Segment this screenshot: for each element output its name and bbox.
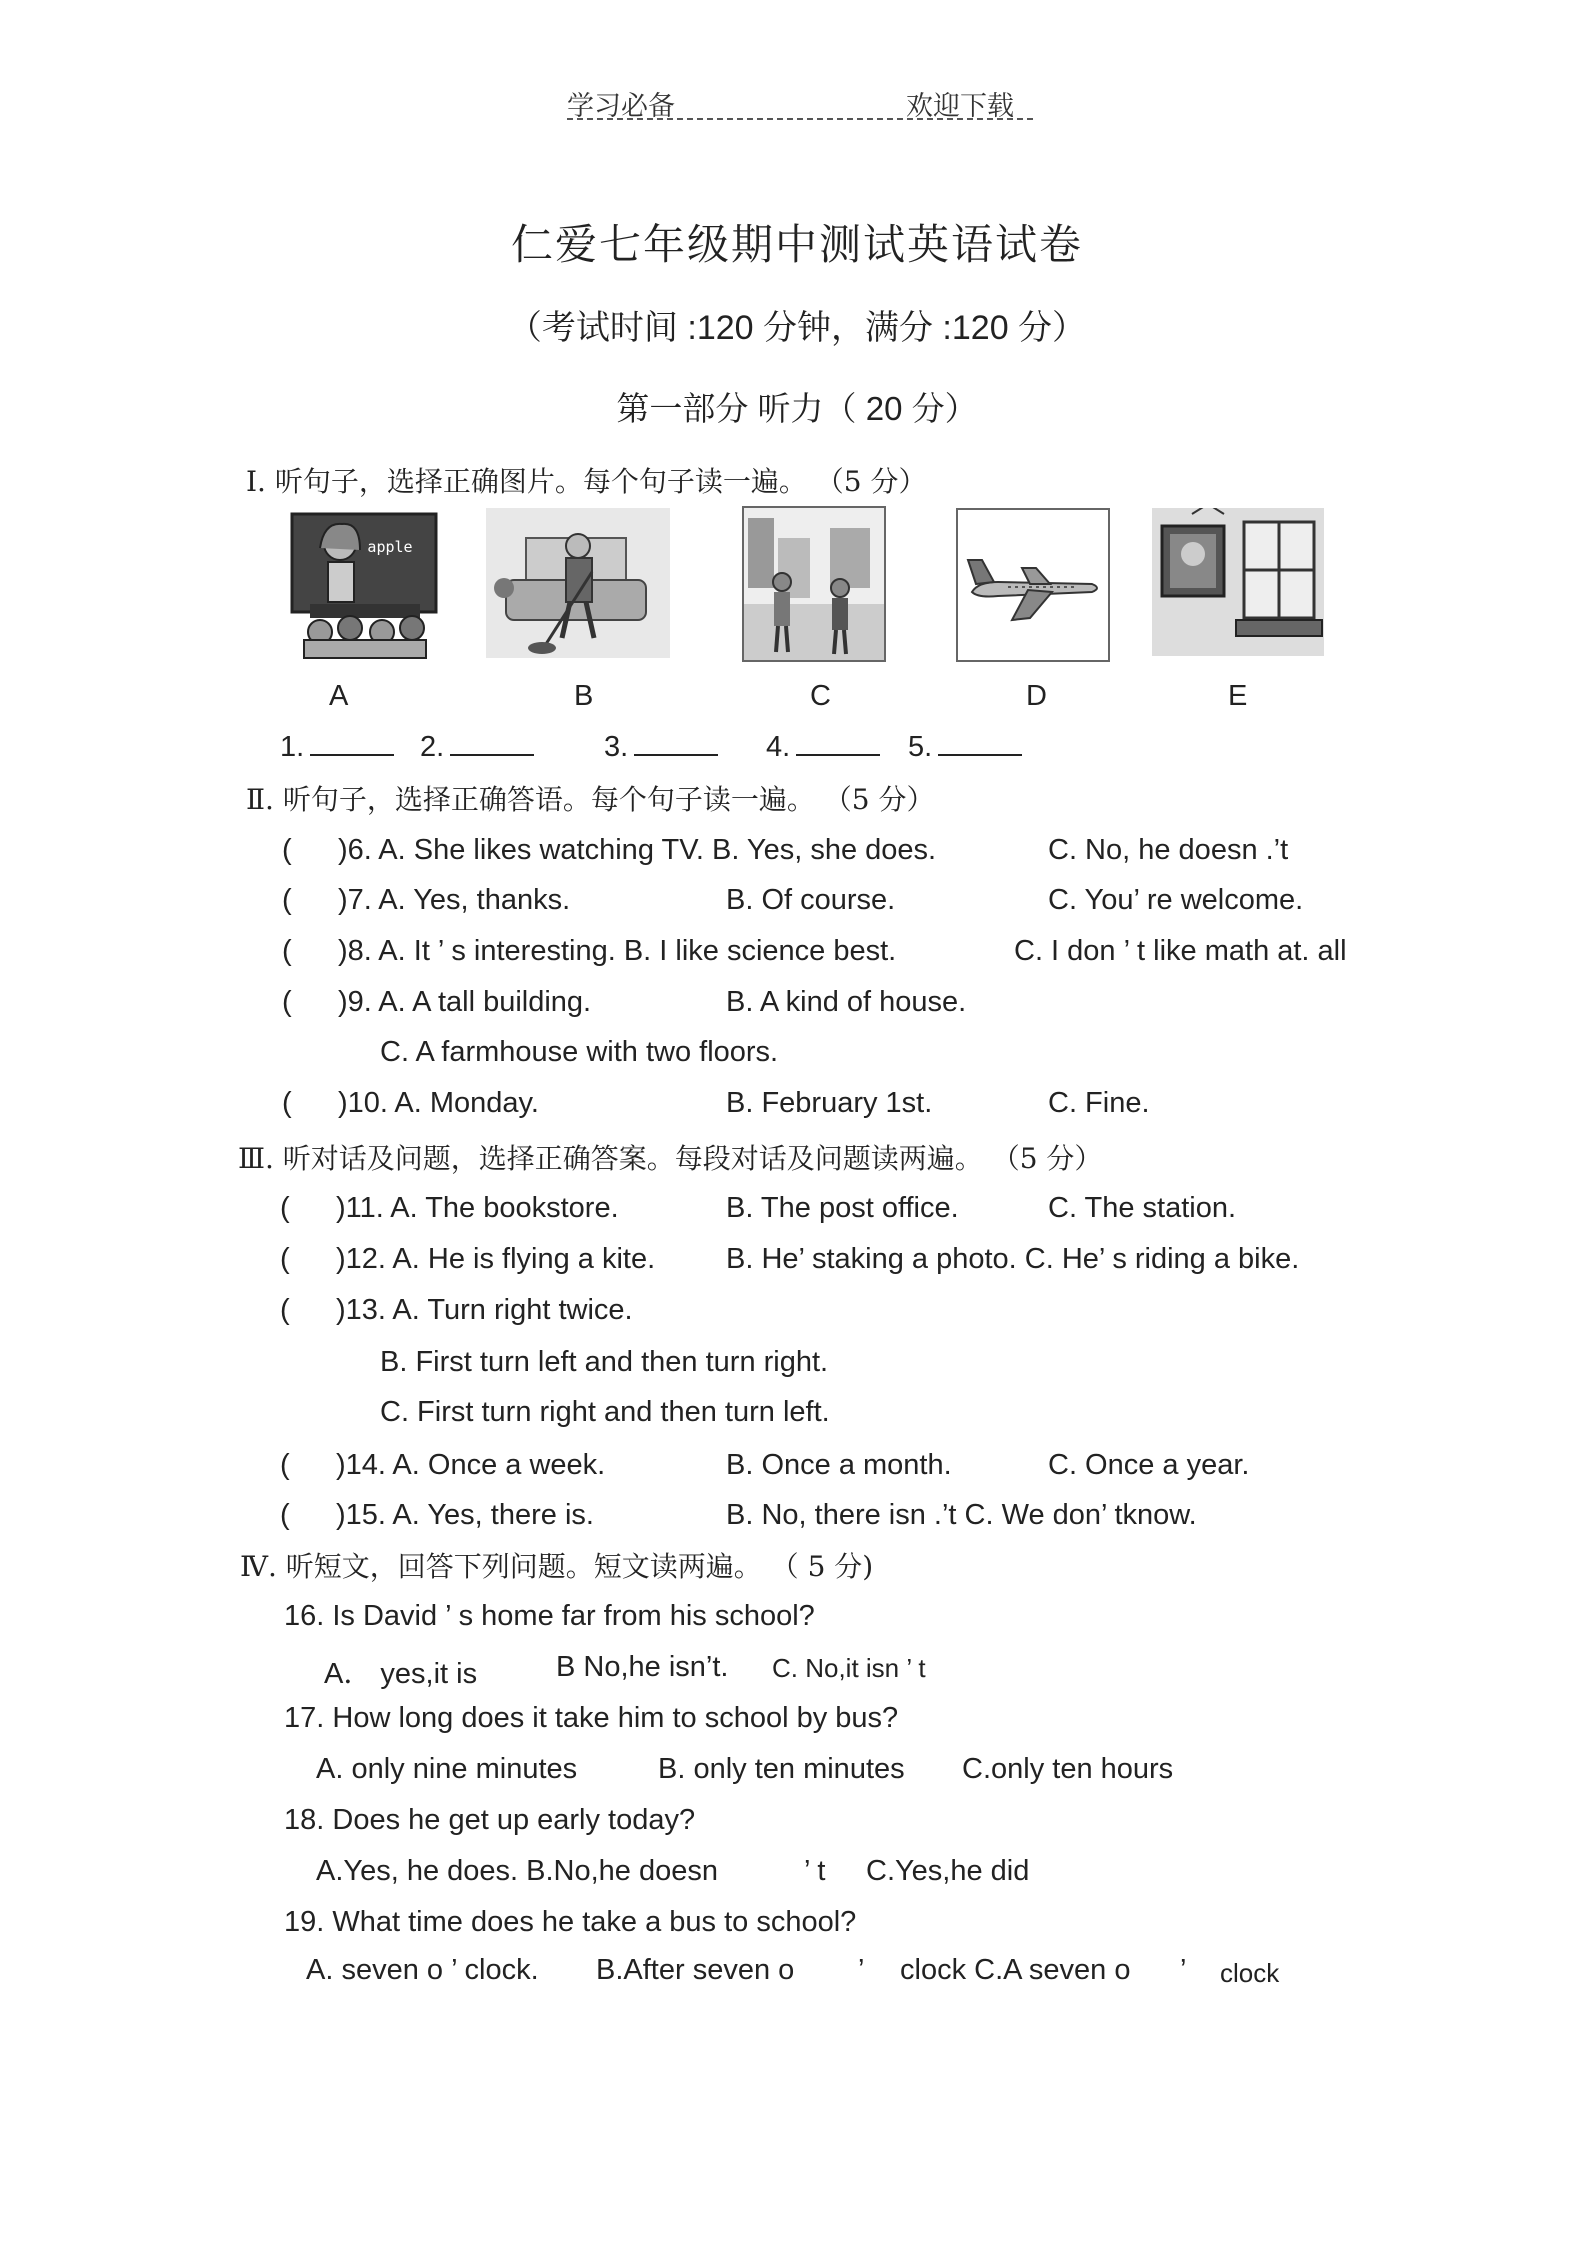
q19-question: 19. What time does he take a bus to school? [284, 1906, 857, 1938]
q18-options-ab: A.Yes, he does. B.No,he doesn [316, 1855, 718, 1887]
q11-option-a: )11. A. The bookstore. [336, 1192, 619, 1224]
q11-option-b: B. The post office. [726, 1192, 959, 1224]
q6-options-ab: )6. A. She likes watching TV. B. Yes, she does. [338, 834, 937, 866]
q19-option-b-apostrophe: ’ [858, 1954, 865, 1986]
answer-blank-5[interactable]: 5. [908, 730, 1022, 764]
picture-c [742, 506, 886, 662]
q18-option-b-tail: ’ t [804, 1855, 826, 1887]
sweeping-image [486, 508, 670, 658]
q7-option-c: C. You’ re welcome. [1048, 884, 1304, 916]
q11-bracket[interactable]: ( [280, 1192, 290, 1224]
q19-option-a: A. seven o ’ clock. [306, 1954, 539, 1986]
picture-a [290, 508, 438, 660]
street-image [744, 508, 884, 660]
q12-option-a: )12. A. He is flying a kite. [336, 1243, 656, 1275]
q14-option-b: B. Once a month. [726, 1449, 952, 1481]
section-1-heading: Ⅰ. 听句子，选择正确图片。每个句子读一遍。 （5 分） [246, 465, 927, 498]
q15-option-a: )15. A. Yes, there is. [336, 1499, 594, 1531]
q10-bracket[interactable]: ( [282, 1087, 292, 1119]
picture-e [1152, 508, 1324, 656]
q14-bracket[interactable]: ( [280, 1449, 290, 1481]
q6-bracket[interactable]: ( [282, 834, 292, 866]
picture-label-d: D [1026, 680, 1047, 712]
q8-option-c: C. I don ’ t like math at. all [1014, 935, 1347, 967]
picture-label-c: C [810, 680, 831, 712]
header-right: 欢迎下载 [906, 91, 1014, 122]
q13-option-c: C. First turn right and then turn left. [380, 1396, 830, 1428]
picture-b [486, 508, 670, 658]
q11-option-c: C. The station. [1048, 1192, 1237, 1224]
q16-option-c: C. No,it isn ’ t [772, 1653, 926, 1683]
classroom-image [290, 508, 438, 660]
answer-blank-4[interactable]: 4. [766, 730, 880, 764]
picture-label-e: E [1228, 680, 1248, 712]
picture-d [956, 508, 1110, 662]
q17-option-a: A. only nine minutes [316, 1753, 578, 1785]
q7-option-b: B. Of course. [726, 884, 896, 916]
q7-bracket[interactable]: ( [282, 884, 292, 916]
picture-label-b: B [574, 680, 594, 712]
q15-bracket[interactable]: ( [280, 1499, 290, 1531]
q15-options-bc: B. No, there isn .’t C. We don’ tknow. [726, 1499, 1197, 1531]
airplane-image [958, 510, 1108, 660]
section-4-heading: Ⅳ. 听短文，回答下列问题。短文读两遍。 （ 5 分) [240, 1550, 874, 1583]
q14-option-c: C. Once a year. [1048, 1449, 1250, 1481]
answer-blank-1[interactable]: 1. [280, 730, 394, 764]
room-image [1152, 508, 1324, 656]
q17-option-c: C.only ten hours [962, 1753, 1174, 1785]
q17-question: 17. How long does it take him to school by bus? [284, 1702, 899, 1734]
q18-question: 18. Does he get up early today? [284, 1804, 696, 1836]
q16-option-a: A． yes,it is [324, 1658, 478, 1690]
q10-option-a: )10. A. Monday. [338, 1087, 539, 1119]
part-heading: 第一部分 听力（ 20 分） [616, 390, 978, 427]
section-2-heading: Ⅱ. 听句子，选择正确答语。每个句子读一遍。 （5 分） [246, 783, 935, 816]
q10-option-c: C. Fine. [1048, 1087, 1150, 1119]
q19-option-b: B.After seven o [596, 1954, 795, 1986]
q16-question: 16. Is David ’ s home far from his school? [284, 1600, 815, 1632]
answer-blank-2[interactable]: 2. [420, 730, 534, 764]
q12-options-bc: B. He’ staking a photo. C. He’ s riding a bike. [726, 1243, 1300, 1275]
q13-option-b: B. First turn left and then turn right. [380, 1346, 829, 1378]
q9-option-b: B. A kind of house. [726, 986, 967, 1018]
header-divider [567, 118, 1033, 120]
q9-bracket[interactable]: ( [282, 986, 292, 1018]
q8-options-ab: )8. A. It ’ s interesting. B. I like science best. [338, 935, 897, 967]
q14-option-a: )14. A. Once a week. [336, 1449, 606, 1481]
q18-option-c: C.Yes,he did [866, 1855, 1030, 1887]
q8-bracket[interactable]: ( [282, 935, 292, 967]
picture-label-a: A [329, 680, 349, 712]
page-title: 仁爱七年级期中测试英语试卷 [510, 220, 1083, 269]
q12-bracket[interactable]: ( [280, 1243, 290, 1275]
q13-option-a: )13. A. Turn right twice. [336, 1294, 633, 1326]
q7-option-a: )7. A. Yes, thanks. [338, 884, 571, 916]
q19-option-c-tail: clock [1220, 1958, 1280, 1988]
header-left: 学习必备 [567, 91, 675, 122]
q6-option-c: C. No, he doesn .’t [1048, 834, 1289, 866]
q9-option-c: C. A farmhouse with two floors. [380, 1036, 779, 1068]
q19-option-c: clock C.A seven o [900, 1954, 1131, 1986]
exam-info: （考试时间 :120 分钟，满分 :120 分） [507, 309, 1087, 347]
section-3-heading: Ⅲ. 听对话及问题，选择正确答案。每段对话及问题读两遍。 （5 分） [238, 1142, 1103, 1175]
q13-bracket[interactable]: ( [280, 1294, 290, 1326]
q10-option-b: B. February 1st. [726, 1087, 933, 1119]
apple-text: apple [367, 538, 413, 556]
q17-option-b: B. only ten minutes [658, 1753, 905, 1785]
q9-option-a: )9. A. A tall building. [338, 986, 592, 1018]
q16-option-b: B No,he isn’t. [556, 1651, 729, 1683]
answer-blank-3[interactable]: 3. [604, 730, 718, 764]
q19-option-c-apostrophe: ’ [1180, 1954, 1187, 1986]
